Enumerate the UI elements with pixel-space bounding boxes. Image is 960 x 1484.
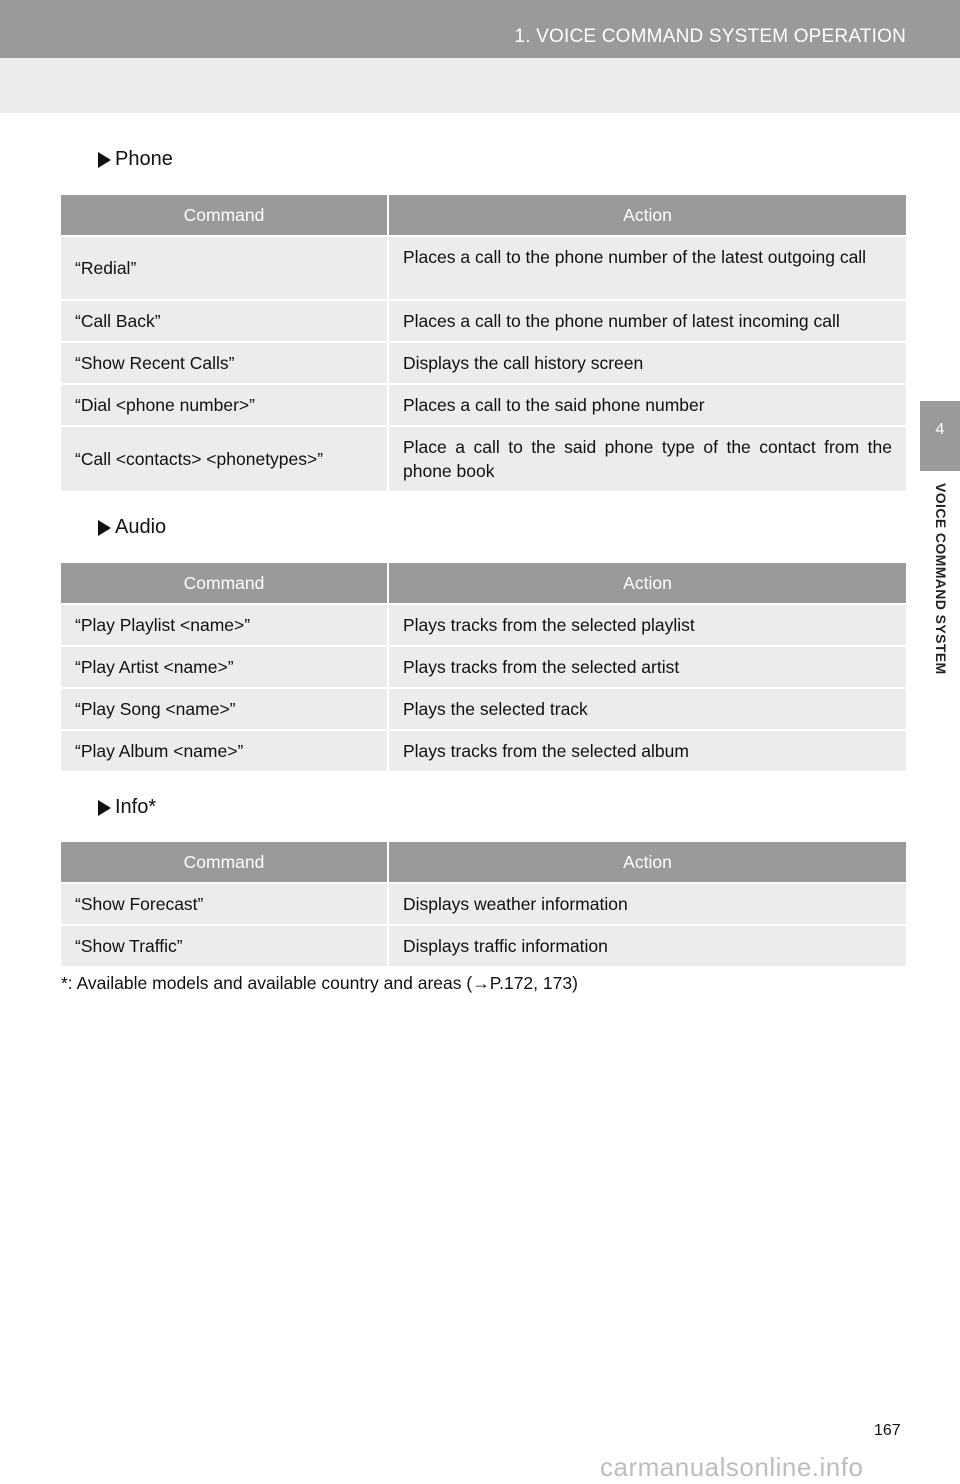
command-cell: “Play Song <name>” [61,687,389,729]
chapter-tab[interactable]: 4 [920,401,960,471]
table-row [61,425,906,491]
section-heading-audio [98,516,166,539]
phone-command-table [61,195,906,491]
table-row [61,383,906,425]
command-cell: “Dial <phone number>” [61,383,389,425]
triangle-bullet-icon [98,520,111,536]
command-cell: “Redial” [61,235,389,299]
action-cell: Displays traffic information [389,924,906,966]
section-heading-info [98,796,156,819]
action-cell: Places a call to the phone number of latest incoming call [389,299,906,341]
triangle-bullet-icon [98,152,111,168]
column-header-command: Command [61,195,389,235]
column-header-action: Action [389,842,906,882]
page-reference-link[interactable]: P.172, 173) [489,973,578,993]
command-cell: “Show Traffic” [61,924,389,966]
table-row [61,603,906,645]
command-cell: “Call <contacts> <phonetypes>” [61,425,389,491]
command-cell: “Play Album <name>” [61,729,389,771]
table-row [61,235,906,299]
action-cell: Places a call to the phone number of the latest outgoing call [389,235,906,299]
command-cell: “Play Playlist <name>” [61,603,389,645]
column-header-action: Action [389,195,906,235]
page-number: 167 [874,1422,901,1439]
audio-command-table [61,563,906,771]
column-header-action: Action [389,563,906,603]
command-cell: “Play Artist <name>” [61,645,389,687]
table-row [61,882,906,924]
action-cell: Plays tracks from the selected album [389,729,906,771]
chapter-side-label: VOICE COMMAND SYSTEM [933,483,949,675]
action-cell: Plays tracks from the selected playlist [389,603,906,645]
chapter-title: 1. VOICE COMMAND SYSTEM OPERATION [514,26,906,47]
header-band [0,58,960,113]
action-cell: Displays the call history screen [389,341,906,383]
command-cell: “Call Back” [61,299,389,341]
table-row [61,299,906,341]
section-heading-text: Phone [115,148,173,170]
action-cell: Place a call to the said phone type of the contact from the phone book [389,425,906,491]
column-header-command: Command [61,563,389,603]
action-cell: Plays tracks from the selected artist [389,645,906,687]
page-header-bar [0,0,960,58]
triangle-bullet-icon [98,800,111,816]
action-cell: Places a call to the said phone number [389,383,906,425]
table-row [61,924,906,966]
table-row [61,341,906,383]
footnote-text: *: Available models and available country and areas ( [61,973,473,993]
action-cell: Displays weather information [389,882,906,924]
column-header-command: Command [61,842,389,882]
action-cell: Plays the selected track [389,687,906,729]
table-row [61,729,906,771]
footnote [61,973,578,994]
section-heading-text: Audio [115,516,167,538]
reference-arrow-icon: → [472,973,490,993]
command-cell: “Show Recent Calls” [61,341,389,383]
section-heading-phone [98,148,173,171]
command-cell: “Show Forecast” [61,882,389,924]
table-row [61,687,906,729]
section-heading-text: Info* [115,796,157,818]
table-row [61,645,906,687]
watermark: carmanualsonline.info [600,1452,864,1482]
info-command-table [61,842,906,966]
